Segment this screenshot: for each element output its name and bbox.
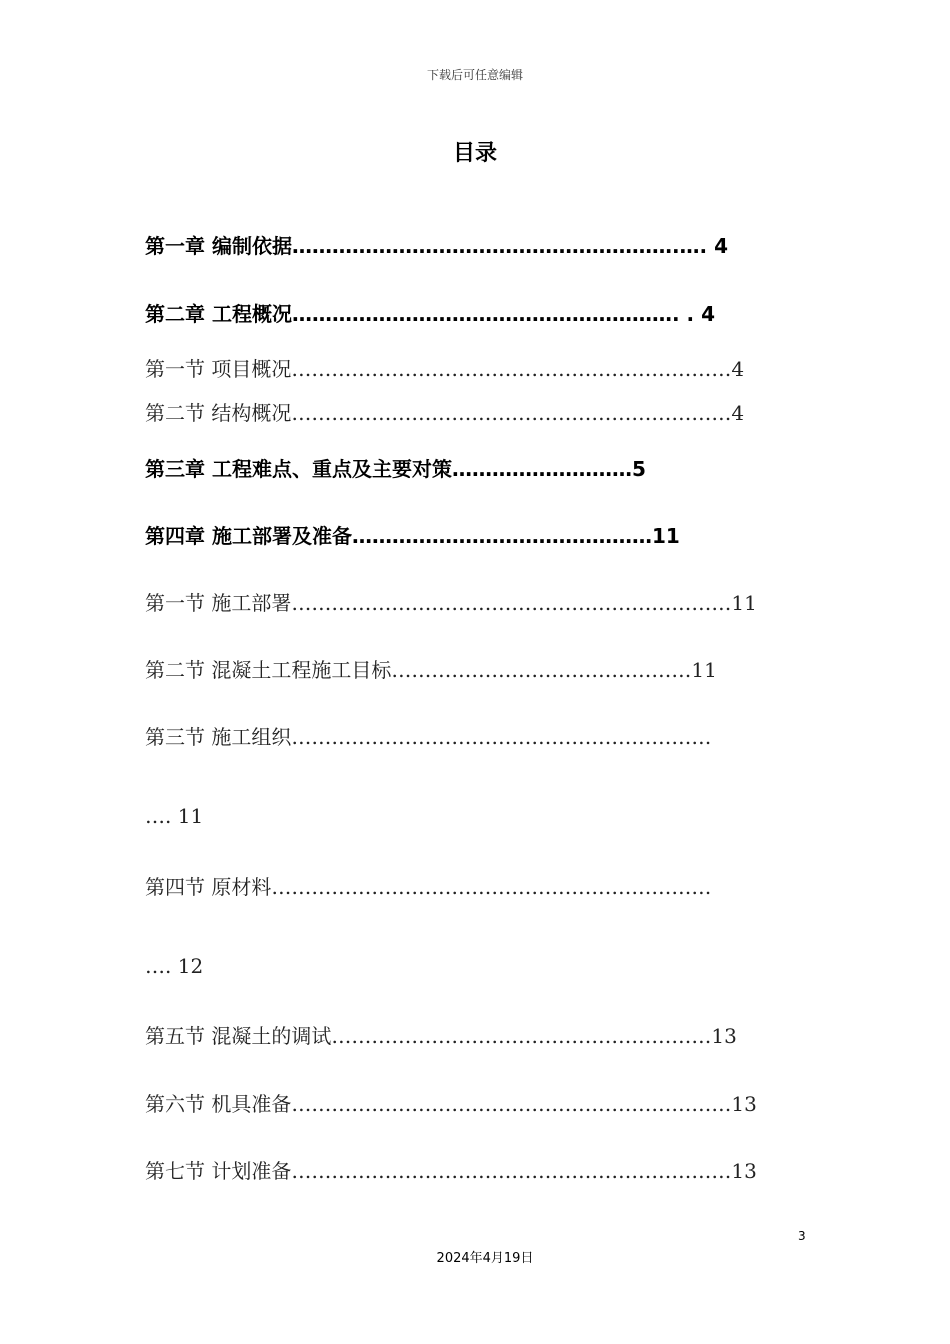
toc-section-4-5: 第五节 混凝土的调试…………………………………………………13 (145, 1024, 737, 1048)
toc-chapter-2: 第二章 工程概况…………………………………………………. . 4 (145, 302, 715, 326)
toc-section-4-4: 第四节 原材料………………………………………………………… (145, 875, 712, 899)
page-header: 下载后可任意编辑 (426, 68, 523, 82)
toc-chapter-3: 第三章 工程难点、重点及主要对策………………………5 (145, 457, 646, 481)
toc-section-4-6: 第六节 机具准备…………………………………………………………13 (145, 1092, 757, 1116)
toc-section-4-3-page: …. 11 (145, 804, 204, 828)
toc-section-4-1: 第一节 施工部署…………………………………………………………11 (145, 591, 757, 615)
page-footer-date: 2024年4月19日 (436, 1251, 534, 1266)
page-number: 3 (798, 1229, 806, 1243)
toc-section-4-3: 第三节 施工组织……………………………………………………… (145, 725, 712, 749)
toc-chapter-4: 第四章 施工部署及准备………………………………………11 (145, 524, 680, 548)
toc-section-4-7: 第七节 计划准备…………………………………………………………13 (145, 1159, 757, 1183)
toc-chapter-1: 第一章 编制依据………………………………………………….…. 4 (145, 234, 729, 258)
toc-section-2-2: 第二节 结构概况…………………………………………………………4 (145, 401, 745, 425)
toc-section-4-2: 第二节 混凝土工程施工目标………………………………………11 (145, 658, 717, 682)
toc-section-2-1: 第一节 项目概况…………………………………………………………4 (145, 357, 745, 381)
toc-title: 目录 (452, 141, 497, 166)
toc-section-4-4-page: …. 12 (145, 954, 204, 978)
